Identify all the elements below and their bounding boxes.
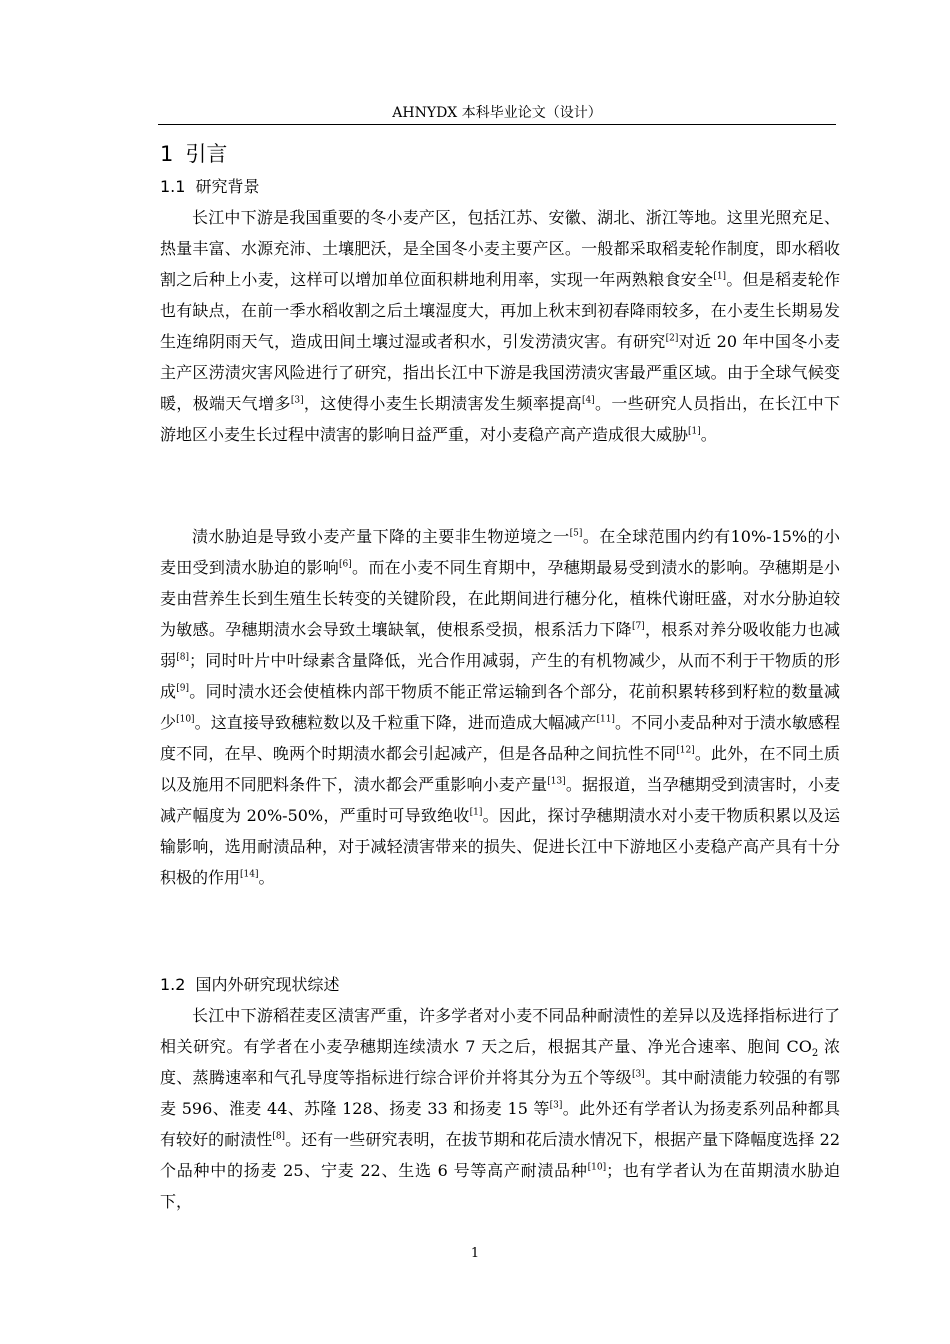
citation-marker: [1] [713, 271, 727, 282]
text-run: 。同时渍水还会使植株内部干物质不能正常运输到各个部分，花前积累转移到籽粒的数量减少 [160, 682, 840, 732]
citation-marker: [4] [581, 395, 595, 406]
text-run: 。 [258, 868, 275, 887]
running-header: AHNYDX 本科毕业论文（设计） [392, 105, 602, 121]
citation-marker: [7] [631, 621, 645, 632]
section-1-1-heading [160, 176, 259, 198]
citation-marker: [3] [631, 1069, 645, 1080]
citation-marker: [8] [272, 1131, 286, 1142]
section-1-2-heading [160, 974, 339, 996]
background-paragraph-2 [160, 521, 840, 893]
section-1-2-number: 1.2 [160, 975, 186, 994]
text-run: ；也有学者认为在苗期渍水胁迫下， [160, 1161, 840, 1211]
citation-marker: [9] [176, 683, 190, 694]
text-run: 。不同小麦品种对于渍水敏感程度不同，在早、晚两个时期渍水都会引起减产，但是各品种之间抗性不同 [160, 713, 840, 763]
text-run: 长江中下游稻茬麦区渍害严重，许多学者对小麦不同品种耐渍性的差异以及选择指标进行了相关研究。有学者在小麦孕穗期连续渍水 7 天之后，根据其产量、净光合速率、胞间 CO [160, 1006, 840, 1056]
text-run: 长江中下游是我国重要的冬小麦产区，包括江苏、安徽、湖北、浙江等地。这里光照充足、热量丰富、水源充沛、土壤肥沃，是全国冬小麦主要产区。一般都采取稻麦轮作制度，即水稻收割之后种上小麦，这样可以增加单位面积耕地利用率，实现一年两熟粮食安全 [160, 208, 840, 289]
text-run: 。此外还有学者认为扬麦系列品种都具有较好的耐渍性 [160, 1099, 840, 1149]
section-1-1-title: 研究背景 [195, 177, 260, 196]
text-run: 。其中耐渍能力较强的有鄂麦 596、淮麦 44、苏隆 128、扬麦 33 和扬麦 15 等 [160, 1068, 840, 1118]
background-paragraph-1 [160, 202, 840, 450]
subscript-text: 2 [811, 1048, 819, 1060]
citation-marker: [1] [688, 426, 701, 437]
citation-marker: [6] [339, 559, 352, 570]
page-number: 1 [470, 1246, 480, 1261]
text-run: 浓度、蒸腾速率和气孔导度等指标进行综合评价并将其分为五个等级 [160, 1037, 840, 1087]
citation-marker: [5] [569, 528, 583, 539]
text-run: ；同时叶片中叶绿素含量降低，光合作用减弱，产生的有机物减少，从而不利于干物质的形成 [160, 651, 840, 701]
citation-marker: [3] [290, 395, 304, 406]
citation-marker: [14] [240, 869, 259, 880]
citation-marker: [1] [469, 807, 483, 818]
text-run: 。而在小麦不同生育期中，孕穗期最易受到渍水的影响。孕穗期是小麦由营养生长到生殖生长转变的关键阶段，在此期间进行穗分化，植株代谢旺盛，对水分胁迫较为敏感。孕穗期渍水会导致土壤缺氧，使根系受损，根系活力下降 [160, 558, 840, 639]
citation-marker: [12] [676, 745, 695, 756]
text-run: 。据报道，当孕穗期受到渍害时，小麦减产幅度为 20%-50%，严重时可导致绝收 [160, 775, 840, 825]
text-run: 。但是稻麦轮作也有缺点，在前一季水稻收割之后土壤湿度大，再加上秋末到初春降雨较多，在小麦生长期易发生连绵阴雨天气，造成田间土壤过湿或者积水，引发涝渍灾害。有研究 [160, 270, 840, 351]
citation-marker: [8] [176, 652, 190, 663]
citation-marker: [3] [549, 1100, 563, 1111]
citation-marker: [13] [547, 776, 566, 787]
text-run: 。 [700, 425, 717, 444]
section-1-title: 引言 [185, 142, 228, 166]
text-run: ，根系对养分吸收能力也减弱 [160, 620, 840, 670]
text-run: 。还有一些研究表明，在拔节期和花后渍水情况下，根据产量下降幅度选择 22 个品种中的扬麦 25、宁麦 22、生选 6 号等高产耐渍品种 [160, 1130, 840, 1180]
text-run: 。这直接导致穗粒数以及千粒重下降，进而造成大幅减产 [194, 713, 597, 732]
section-1-number: 1 [160, 142, 174, 166]
text-run: 对近 20 年中国冬小麦主产区涝渍灾害风险进行了研究，指出长江中下游是我国涝渍灾害最严重区域。由于全球气候变暖，极端天气增多 [160, 332, 840, 413]
citation-marker: [11] [596, 714, 615, 725]
text-run: 。在全球范围内约有10%-15%的小麦田受到渍水胁迫的影响 [160, 527, 840, 577]
text-run: ，这使得小麦生长期渍害发生频率提高 [303, 394, 582, 413]
text-run: 渍水胁迫是导致小麦产量下降的主要非生物逆境之一 [192, 527, 570, 546]
text-run: 。此外，在不同土质以及施用不同肥料条件下，渍水都会严重影响小麦产量 [160, 744, 840, 794]
section-1-2-title: 国内外研究现状综述 [195, 975, 340, 994]
citation-marker: [10] [587, 1162, 607, 1173]
review-paragraph-1 [160, 1000, 840, 1217]
text-run: 。一些研究人员指出，在长江中下游地区小麦生长过程中渍害的影响日益严重，对小麦稳产高产造成很大威胁 [160, 394, 840, 444]
section-1-heading [160, 140, 227, 168]
header-rule [158, 124, 836, 125]
citation-marker: [10] [176, 714, 195, 725]
text-run: 。因此，探讨孕穗期渍水对小麦干物质积累以及运输影响，选用耐渍品种，对于减轻渍害带来的损失、促进长江中下游地区小麦稳产高产具有十分积极的作用 [160, 806, 840, 887]
section-1-1-number: 1.1 [160, 177, 186, 196]
citation-marker: [2] [665, 333, 679, 344]
